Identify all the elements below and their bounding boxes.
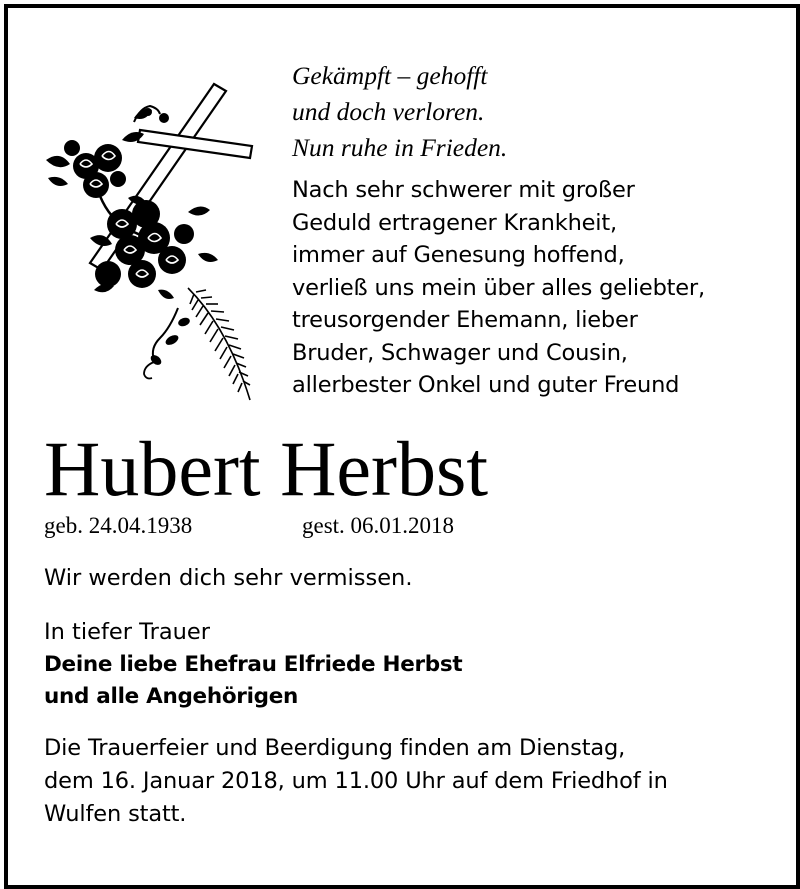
intro-line: Bruder, Schwager und Cousin,	[292, 339, 628, 366]
mourners-relatives: und alle Angehörigen	[44, 684, 299, 709]
intro-line: immer auf Genesung hoffend,	[292, 242, 625, 268]
intro-text	[292, 174, 782, 402]
mourners-intro: In tiefer Trauer	[44, 619, 210, 645]
funeral-line: dem 16. Januar 2018, um 11.00 Uhr auf dem Friedhof in	[44, 768, 668, 794]
life-dates	[44, 510, 455, 542]
birth-date: geb. 24.04.1938	[44, 513, 193, 538]
quote-verse	[292, 58, 772, 166]
mourners-spouse: Deine liebe Ehefrau Elfriede Herbst	[44, 651, 463, 677]
mourners-block	[44, 616, 462, 714]
funeral-line: Die Trauerfeier und Beerdigung finden am Dienstag,	[44, 735, 626, 761]
intro-line: Geduld ertragener Krankheit,	[292, 209, 617, 236]
quote-line: und doch verloren.	[292, 97, 485, 126]
deceased-name: Hubert Herbst	[44, 425, 489, 512]
funeral-line: Wulfen statt.	[44, 801, 187, 827]
intro-line: Nach sehr schwerer mit großer	[292, 177, 635, 203]
quote-line: Nun ruhe in Frieden.	[292, 133, 508, 162]
farewell-line: Wir werden dich sehr vermissen.	[44, 565, 413, 591]
death-date: gest. 06.01.2018	[302, 513, 455, 538]
intro-line: verließ uns mein über alles geliebter,	[292, 274, 705, 301]
cross-with-roses-icon	[38, 78, 263, 408]
intro-line: allerbester Onkel und guter Freund	[292, 372, 680, 398]
intro-line: treusorgender Ehemann, lieber	[292, 307, 638, 333]
quote-line: Gekämpft – gehofft	[292, 61, 488, 90]
funeral-notice	[44, 732, 784, 831]
